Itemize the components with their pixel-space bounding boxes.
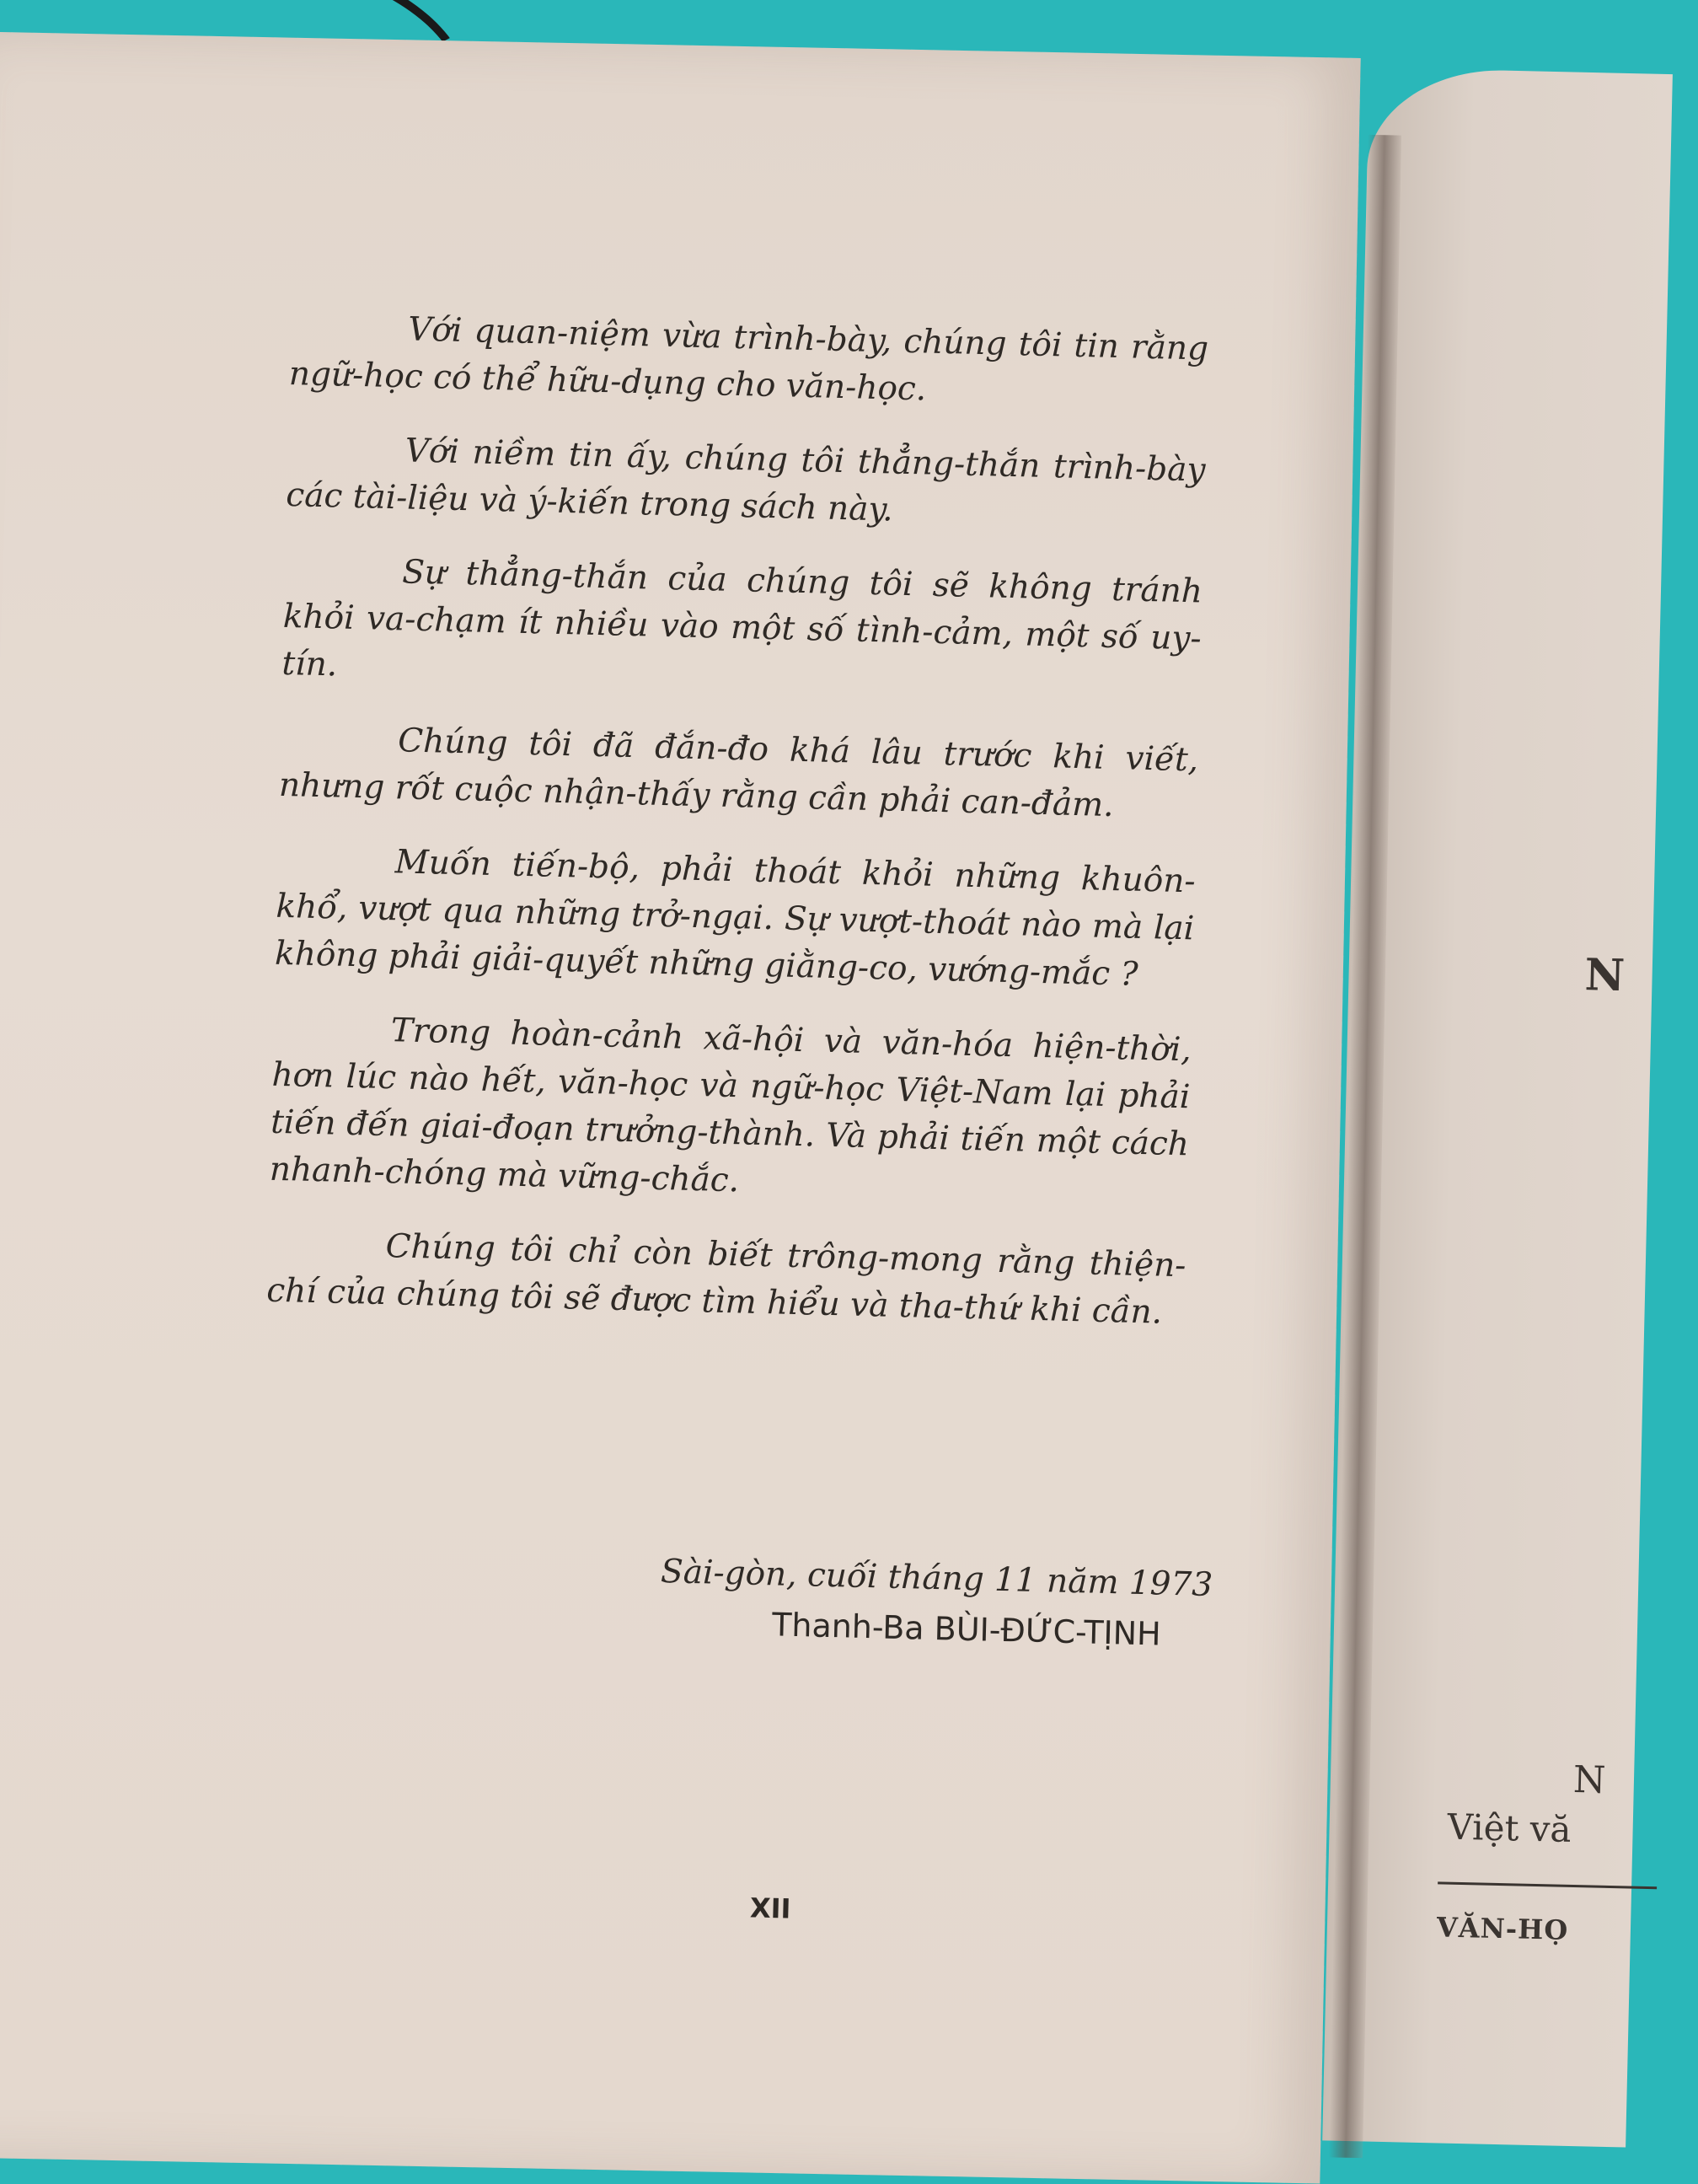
signature-block bbox=[587, 1547, 1213, 1661]
paragraph-2: Với niềm tin ấy, chúng tôi thẳng-thắn trình-bày các tài-liệu và ý-kiến trong sách này. bbox=[285, 432, 1207, 529]
facing-page-letter-top: N bbox=[1583, 949, 1626, 1002]
paragraph-1: Với quan-niệm vừa trình-bày, chúng tôi tin rằng ngữ-học có thể hữu-dụng cho văn-học. bbox=[288, 310, 1209, 409]
facing-page-rule bbox=[1438, 1881, 1657, 1889]
facing-page-letter-bottom: N bbox=[1572, 1758, 1607, 1802]
facing-page-text-fragment: Việt vă bbox=[1447, 1806, 1572, 1850]
paragraph-7: Chúng tôi chỉ còn biết trông-mong rằng thiện-chí của chúng tôi sẽ được tìm hiểu và tha-thứ khi cần. bbox=[265, 1227, 1186, 1332]
paragraph-5: Muốn tiến-bộ, phải thoát khỏi những khuôn-khổ, vượt qua những trở-ngại. Sự vượt-thoát nào mà lại không phải giải-quyết những giằng-co, vướng-mắc ? bbox=[274, 843, 1197, 994]
place-date: Sài-gòn, cuối tháng 11 năm 1973 bbox=[660, 1553, 1213, 1605]
author-name: Thanh-Ba BÙI-ĐỨC-TỊNH bbox=[771, 1606, 1162, 1653]
paragraph-4: Chúng tôi đã đắn-đo khá lâu trước khi viết, nhưng rốt cuộc nhận-thấy rằng cần phải can-đảm. bbox=[278, 722, 1199, 825]
page-number: XII bbox=[749, 1892, 791, 1925]
body-text bbox=[265, 303, 1209, 1364]
paragraph-6: Trong hoàn-cảnh xã-hội và văn-hóa hiện-thời, hơn lúc nào hết, văn-học và ngữ-học Việt-Nam lại phải tiến đến giai-đoạn trưởng-thành. Và phải tiến một cách nhanh-chóng mà vững-chắc. bbox=[269, 1012, 1192, 1200]
facing-page-footer: VĂN-HỌ bbox=[1436, 1911, 1569, 1946]
paragraph-3: Sự thẳng-thắn của chúng tôi sẽ không tránh khỏi va-chạm ít nhiều vào một số tình-cảm, một số uy-tín. bbox=[281, 553, 1203, 684]
